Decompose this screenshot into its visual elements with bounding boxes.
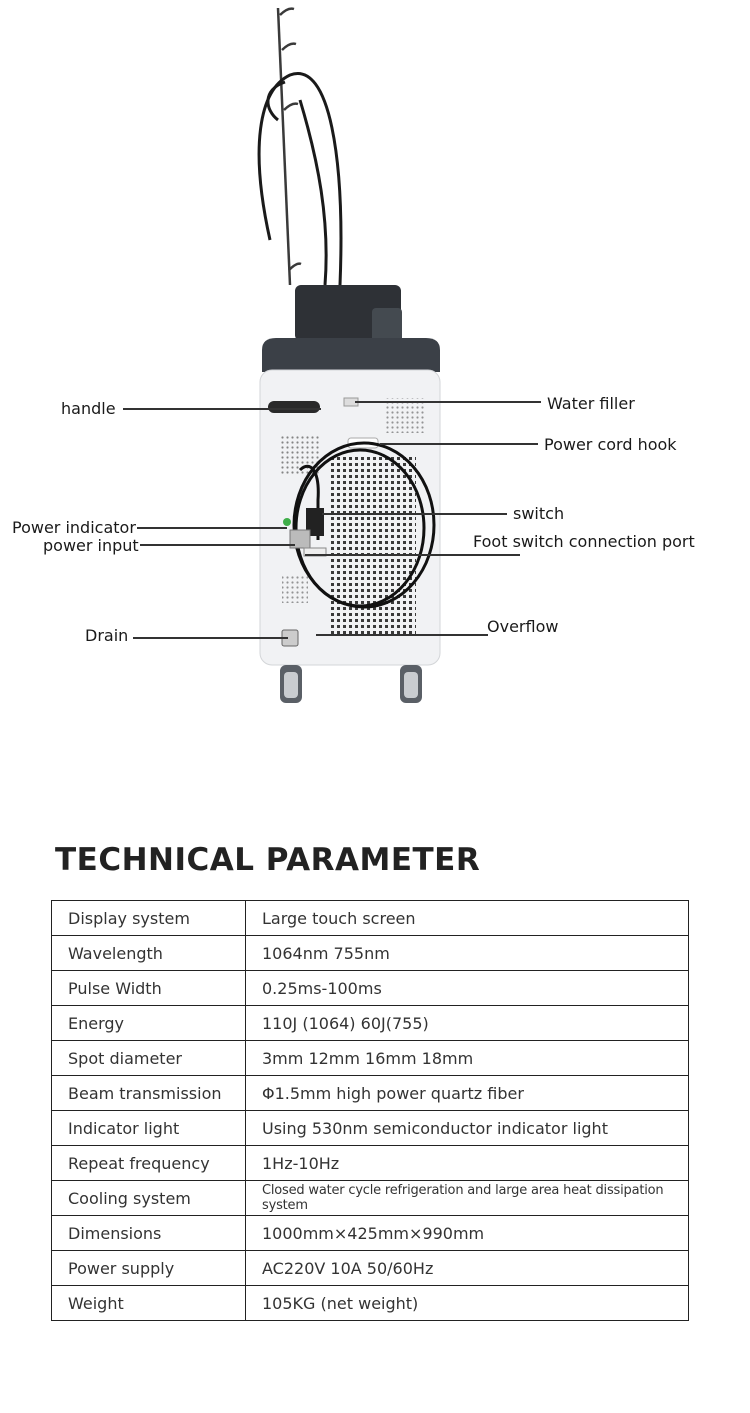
param-value: Closed water cycle refrigeration and large area heat dissipation system <box>246 1181 689 1216</box>
table-row <box>52 901 689 936</box>
param-value: Large touch screen <box>246 901 689 936</box>
leader-line-foot-switch-port <box>305 554 520 556</box>
arm-stand <box>278 8 301 285</box>
table-row <box>52 1076 689 1111</box>
cabinet-top <box>262 338 440 372</box>
section-title: TECHNICAL PARAMETER <box>55 842 481 878</box>
table-row <box>52 1111 689 1146</box>
label-power-indicator: Power indicator <box>12 518 136 537</box>
label-power-cord-hook: Power cord hook <box>544 435 677 454</box>
param-name: Wavelength <box>52 936 246 971</box>
vent-grille <box>328 455 416 637</box>
param-name: Dimensions <box>52 1216 246 1251</box>
label-handle: handle <box>61 399 116 418</box>
leader-line-handle <box>123 408 321 410</box>
leader-line-overflow <box>316 634 488 636</box>
param-value: AC220V 10A 50/60Hz <box>246 1251 689 1286</box>
param-value: Using 530nm semiconductor indicator light <box>246 1111 689 1146</box>
param-name: Indicator light <box>52 1111 246 1146</box>
param-name: Spot diameter <box>52 1041 246 1076</box>
leader-line-water-filler <box>355 401 541 403</box>
param-value: 105KG (net weight) <box>246 1286 689 1321</box>
param-name: Energy <box>52 1006 246 1041</box>
param-value: 1064nm 755nm <box>246 936 689 971</box>
handle-bar <box>268 401 320 413</box>
table-row <box>52 971 689 1006</box>
param-value: Φ1.5mm high power quartz fiber <box>246 1076 689 1111</box>
param-name: Weight <box>52 1286 246 1321</box>
param-value: 1000mm×425mm×990mm <box>246 1216 689 1251</box>
leader-line-switch <box>322 513 507 515</box>
table-row <box>52 936 689 971</box>
table-row <box>52 1251 689 1286</box>
leader-line-drain <box>133 637 288 639</box>
param-name: Cooling system <box>52 1181 246 1216</box>
parameter-table <box>51 900 689 1321</box>
label-foot-switch-port: Foot switch connection port <box>473 532 695 551</box>
param-name: Beam transmission <box>52 1076 246 1111</box>
param-value: 1Hz-10Hz <box>246 1146 689 1181</box>
table-row <box>52 1286 689 1321</box>
leader-line-power-input <box>140 544 295 546</box>
label-overflow: Overflow <box>487 617 559 636</box>
param-name: Repeat frequency <box>52 1146 246 1181</box>
label-power-input: power input <box>43 536 139 555</box>
table-row <box>52 1006 689 1041</box>
table-row <box>52 1216 689 1251</box>
leader-line-power-cord-hook <box>380 443 538 445</box>
table-row <box>52 1181 689 1216</box>
param-value: 3mm 12mm 16mm 18mm <box>246 1041 689 1076</box>
table-row <box>52 1146 689 1181</box>
leader-line-power-indicator <box>137 527 287 529</box>
param-name: Display system <box>52 901 246 936</box>
label-drain: Drain <box>85 626 129 645</box>
param-value: 110J (1064) 60J(755) <box>246 1006 689 1041</box>
fiber-cable <box>259 74 341 285</box>
param-value: 0.25ms-100ms <box>246 971 689 1006</box>
table-row <box>52 1041 689 1076</box>
param-name: Power supply <box>52 1251 246 1286</box>
param-name: Pulse Width <box>52 971 246 1006</box>
label-water-filler: Water filler <box>547 394 635 413</box>
label-switch: switch <box>513 504 565 523</box>
